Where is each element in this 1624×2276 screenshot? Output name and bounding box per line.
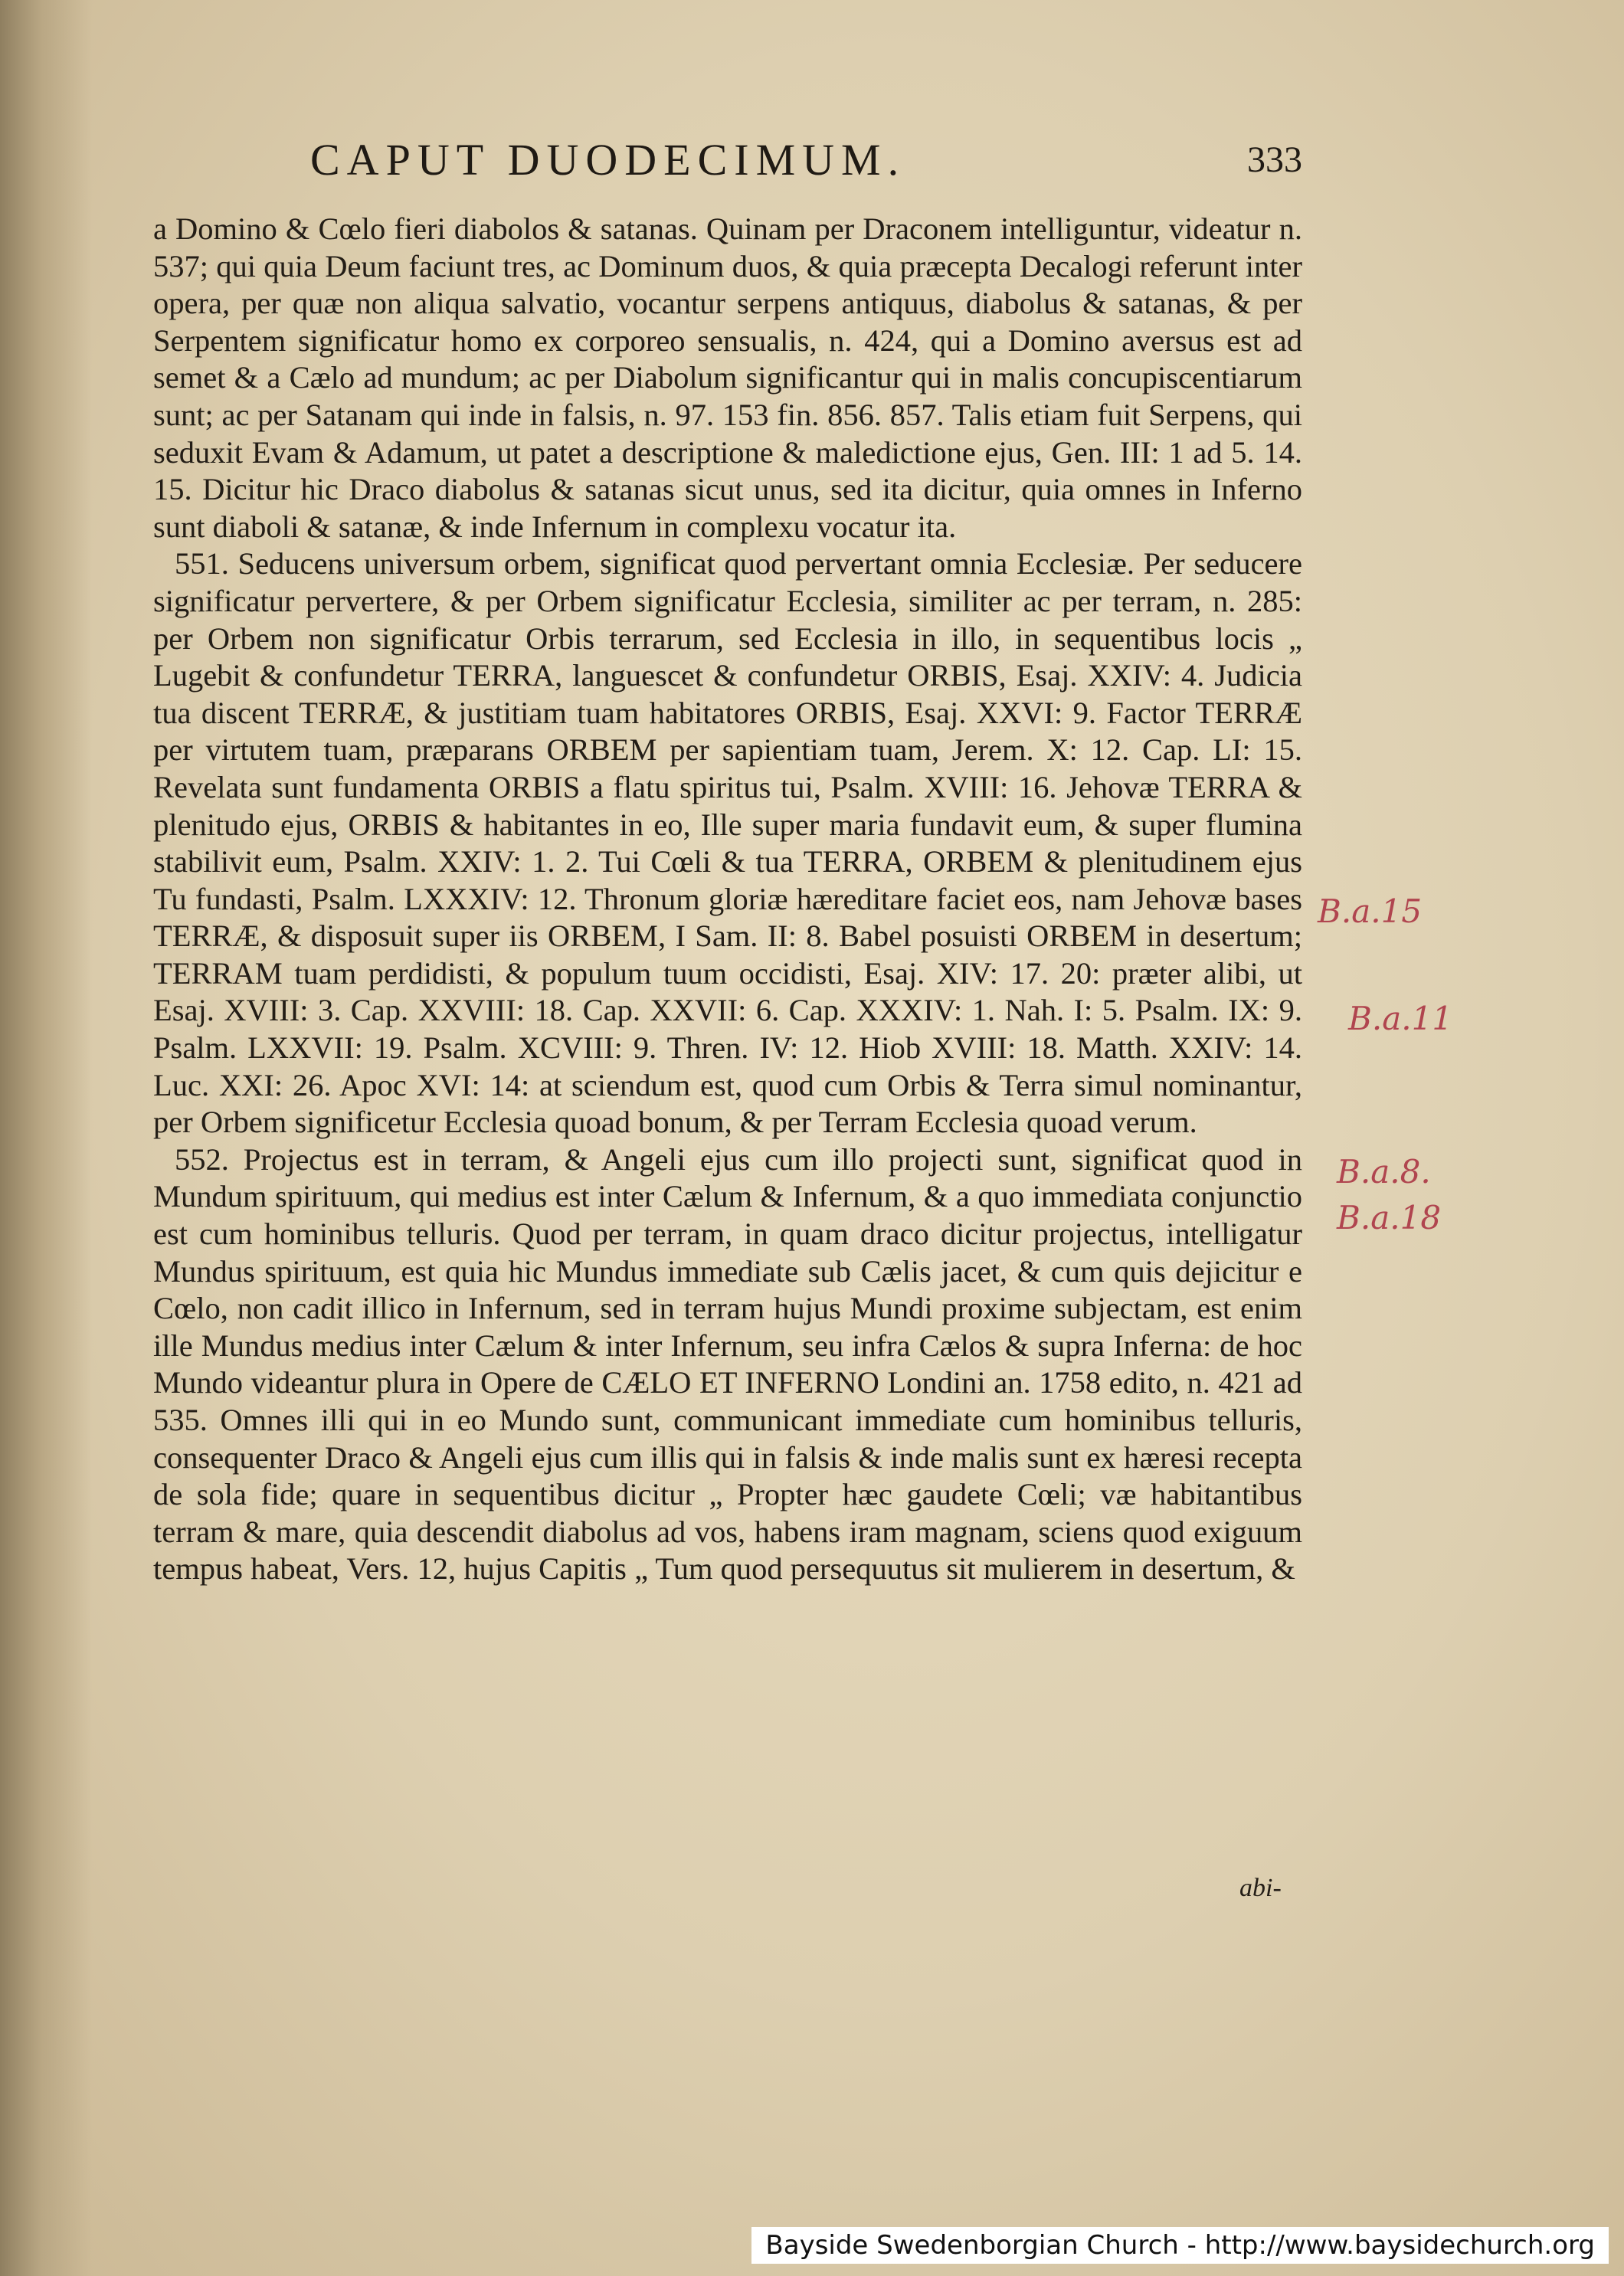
margin-note: B.a.15 bbox=[1318, 892, 1423, 930]
paragraph-552: 552. Projectus est in terram, & Angeli ejus cum illo projecti sunt, significat quod in Mundum spirituum, qui medius est inter Cælum & Infernum, & a quo immediata conjunctio est cum hominibus telluris. Quod per terram, in quam draco dicitur projectus, intelligatur Mundus spirituum, est quia hic Mundus immediate sub Cælis jacet, & cum quis dejicitur e Cœlo, non cadit illico in Infernum, sed in terram hujus Mundi proxime subjectam, est enim ille Mundus medius inter Cælum & inter Infernum, seu infra Cælos & supra Inferna: de hoc Mundo videantur plura in Opere de CÆLO ET INFERNO Londini an. 1758 edito, n. 421 ad 535. Omnes illi qui in eo Mundo sunt, communicant immediate cum hominibus telluris, consequenter Draco & Angeli ejus cum illis qui in falsis & inde malis sunt ex hæresi recepta de sola fide; quare in sequentibus dicitur „ Propter hæc gaudete Cœli; væ habitantibus terram & mare, quia descendit diabolus ad vos, habens iram magnam, sciens quod exiguum tempus habeat, Vers. 12, hujus Capitis „ Tum quod persequutus sit mulierem in desertum, & bbox=[153, 1141, 1302, 1587]
catchword: abi- bbox=[1239, 1874, 1282, 1902]
margin-note: B.a.11 bbox=[1348, 1000, 1453, 1037]
page-header bbox=[153, 134, 1302, 203]
page-number: 333 bbox=[1247, 139, 1302, 180]
watermark-banner: Bayside Swedenborgian Church - http://www.baysidechurch.org bbox=[751, 2227, 1609, 2264]
paragraph-continuation: a Domino & Cœlo fieri diabolos & satanas. Quinam per Draconem intelliguntur, videatur n. 537; qui quia Deum faciunt tres, ac Dominum duos, & quia præcepta Decalogi referunt inter opera, per quæ non aliqua salvatio, vocantur serpens antiquus, diabolus & satanas, & per Serpentem significatur homo ex corporeo sensualis, n. 424, qui a Domino aversus est ad semet & a Cælo ad mundum; ac per Diabolum significantur qui in malis concupiscentiarum sunt; ac per Satanam qui inde in falsis, n. 97. 153 fin. 856. 857. Talis etiam fuit Serpens, qui seduxit Evam & Adamum, ut patet a descriptione & maledictione ejus, Gen. III: 1 ad 5. 14. 15. Dicitur hic Draco diabolus & satanas sicut unus, sed ita dicitur, quia omnes in Inferno sunt diaboli & satanæ, & inde Infernum in complexu vocatur ita. bbox=[153, 211, 1302, 544]
body-text bbox=[153, 211, 1302, 1588]
page-gutter-shadow bbox=[0, 0, 92, 2276]
margin-note: B.a.18 bbox=[1337, 1199, 1442, 1236]
margin-note: B.a.8. bbox=[1337, 1153, 1431, 1190]
paragraph-551: 551. Seducens universum orbem, significat quod pervertant omnia Ecclesiæ. Per seducere significatur pervertere, & per Orbem significatur Ecclesia, similiter ac per terram, n. 285: per Orbem non significatur Orbis terrarum, sed Ecclesia in illo, in sequentibus locis „ Lugebit & confundetur TERRA, languescet & confundetur ORBIS, Esaj. XXIV: 4. Judicia tua discent TERRÆ, & justitiam tuam habitatores ORBIS, Esaj. XXVI: 9. Factor TERRÆ per virtutem tuam, præparans ORBEM per sapientiam tuam, Jerem. X: 12. Cap. LI: 15. Revelata sunt fundamenta ORBIS a flatu spiritus tui, Psalm. XVIII: 16. Jehovæ TERRA & plenitudo ejus, ORBIS & habitantes in eo, Ille super maria fundavit eum, & super flumina stabilivit eum, Psalm. XXIV: 1. 2. Tui Cœli & tua TERRA, ORBEM & plenitudinem ejus Tu fundasti, Psalm. LXXXIV: 12. Thronum gloriæ hæreditare faciet eos, nam Jehovæ bases TERRÆ, & disposuit super iis ORBEM, I Sam. II: 8. Babel posuisti ORBEM in desertum; TERRAM tuam perdidisti, & populum tuum occidisti, Esaj. XIV: 17. 20: præter alibi, ut Esaj. XVIII: 3. Cap. XXVIII: 18. Cap. XXVII: 6. Cap. XXXIV: 1. Nah. I: 5. Psalm. IX: 9. Psalm. LXXVII: 19. Psalm. XCVIII: 9. Thren. IV: 12. Hiob XVIII: 18. Matth. XXIV: 14. Luc. XXI: 26. Apoc XVI: 14: at sciendum est, quod cum Orbis & Terra simul nominantur, per Orbem significetur Ecclesia quoad bonum, & per Terram Ecclesia quoad verum. bbox=[153, 546, 1302, 1140]
running-head: CAPUT DUODECIMUM. bbox=[310, 135, 906, 185]
